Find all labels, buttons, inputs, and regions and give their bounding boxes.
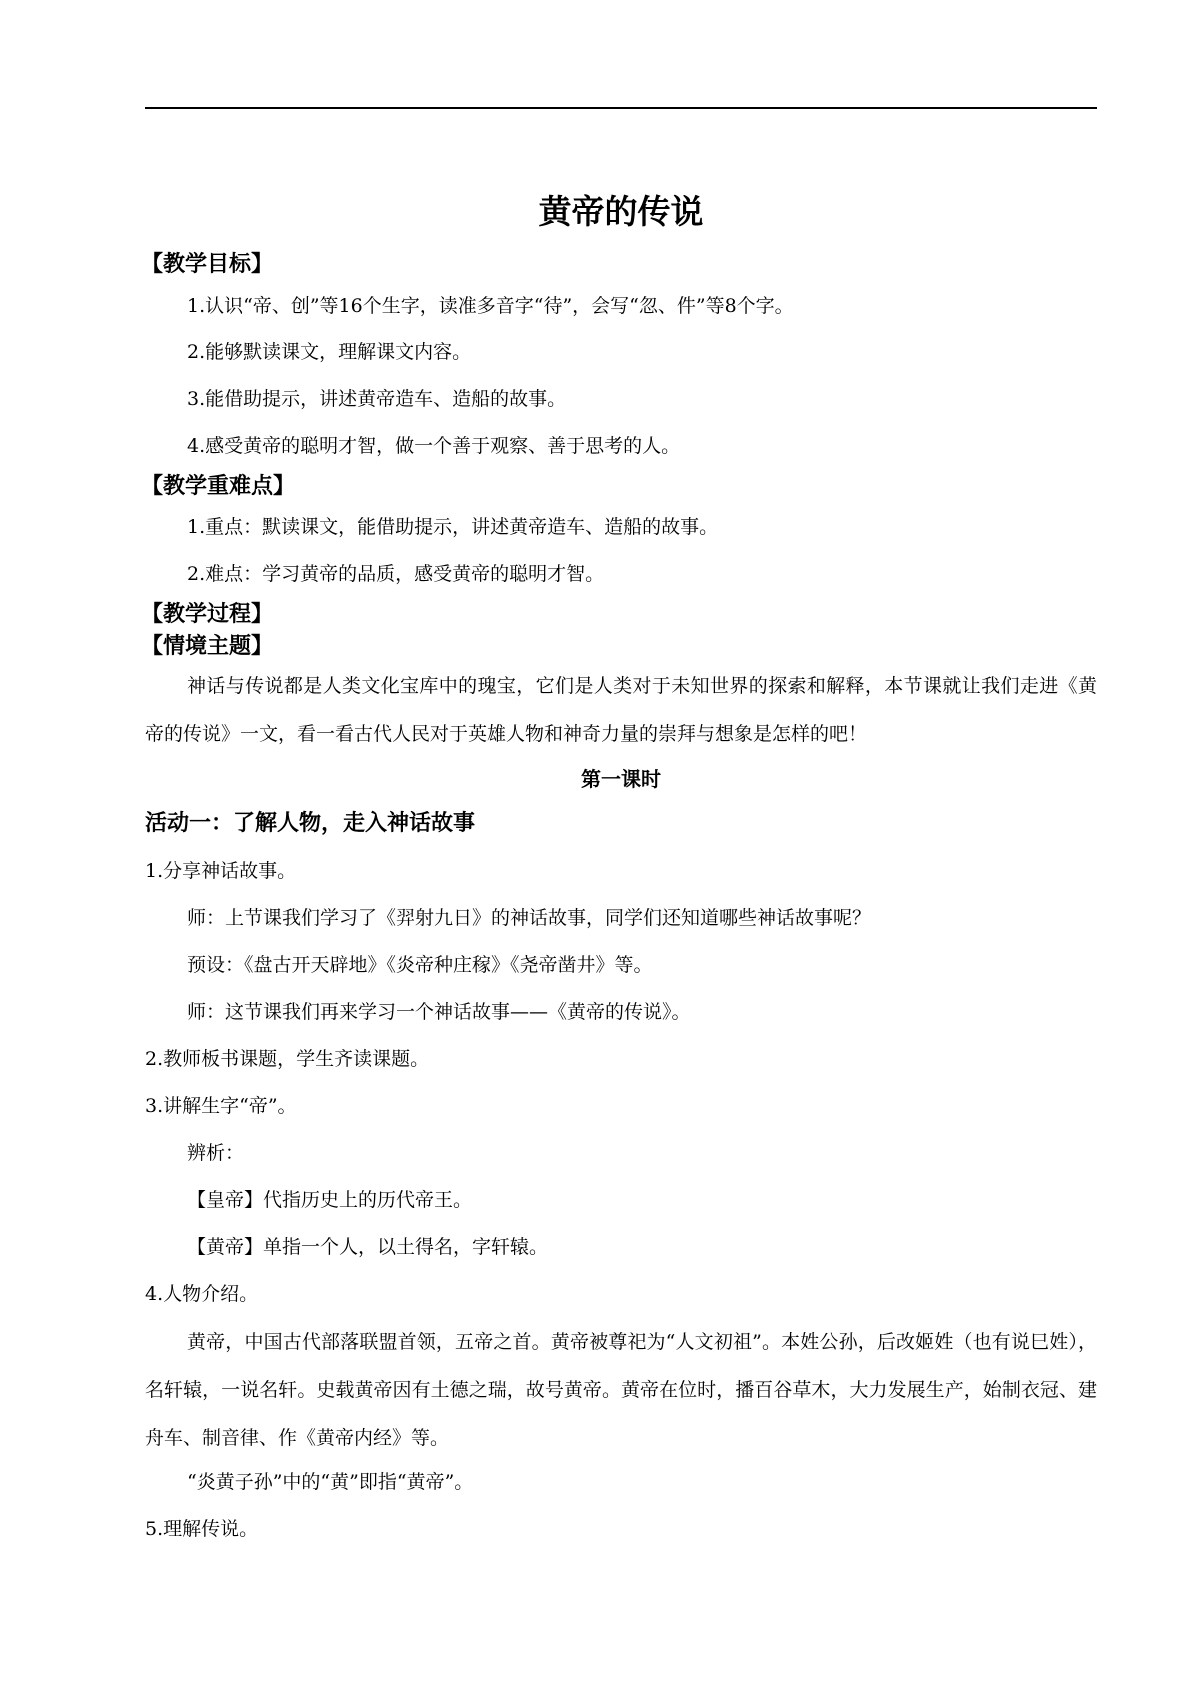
- step-1: 1.分享神话故事。: [145, 860, 297, 882]
- step-2: 2.教师板书课题，学生齐读课题。: [145, 1048, 430, 1070]
- objective-item-2: 2.能够默读课文，理解课文内容。: [187, 341, 472, 363]
- lesson-title: 第一课时: [581, 767, 661, 791]
- objectives-heading: 【教学目标】: [141, 252, 274, 277]
- document-page: [141, 0, 1097, 1697]
- step-4-note: “炎黄子孙”中的“黄”即指“黄帝”。: [187, 1471, 474, 1493]
- key-point-item-2: 2.难点：学习黄帝的品质，感受黄帝的聪明才智。: [187, 563, 605, 585]
- activity-title: 活动一：了解人物，走入神话故事: [145, 811, 476, 836]
- step-4: 4.人物介绍。: [145, 1283, 259, 1305]
- theme-heading: 【情境主题】: [141, 634, 274, 659]
- process-heading: 【教学过程】: [141, 602, 274, 627]
- objective-item-1: 1.认识“帝、创”等16个生字，读准多音字“待”，会写“忽、件”等8个字。: [187, 295, 794, 317]
- step-1-line-3: 师：这节课我们再来学习一个神话故事——《黄帝的传说》。: [187, 1001, 691, 1023]
- objective-item-4: 4.感受黄帝的聪明才智，做一个善于观察、善于思考的人。: [187, 435, 681, 457]
- objective-item-3: 3.能借助提示，讲述黄帝造车、造船的故事。: [187, 388, 567, 410]
- step-3: 3.讲解生字“帝”。: [145, 1095, 297, 1117]
- page-title: 黄帝的传说: [538, 192, 704, 231]
- step-1-line-1: 师：上节课我们学习了《羿射九日》的神话故事，同学们还知道哪些神话故事呢？: [187, 907, 872, 929]
- step-1-line-2: 预设：《盘古开天辟地》《炎帝种庄稼》《尧帝凿井》等。: [187, 954, 653, 976]
- key-point-item-1: 1.重点：默读课文，能借助提示，讲述黄帝造车、造船的故事。: [187, 516, 719, 538]
- step-3-line-2: 【皇帝】代指历史上的历代帝王。: [187, 1189, 473, 1211]
- step-4-paragraph: 黄帝，中国古代部落联盟首领，五帝之首。黄帝被尊祀为“人文初祖”。本姓公孙，后改姬姓（也有说巳姓），名轩辕，一说名轩。史载黄帝因有土德之瑞，故号黄帝。黄帝在位时，播百谷草木，大力发展生产，始制衣冠、建舟车、制音律、作《黄帝内经》等。: [145, 1331, 1097, 1449]
- step-5: 5.理解传说。: [145, 1518, 259, 1540]
- theme-paragraph: 神话与传说都是人类文化宝库中的瑰宝，它们是人类对于未知世界的探索和解释，本节课就让我们走进《黄帝的传说》一文，看一看古代人民对于英雄人物和神奇力量的崇拜与想象是怎样的吧！: [145, 675, 1097, 745]
- step-3-line-3: 【黄帝】单指一个人，以土得名，字轩辕。: [187, 1236, 549, 1258]
- key-points-heading: 【教学重难点】: [141, 474, 296, 499]
- step-3-line-1: 辨析：: [187, 1142, 245, 1164]
- header-rule: [145, 107, 1097, 109]
